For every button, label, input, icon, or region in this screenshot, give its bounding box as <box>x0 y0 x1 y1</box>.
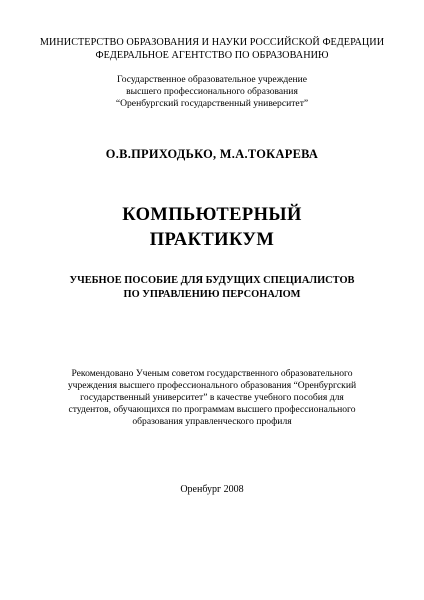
imprint-city-year: Оренбург 2008 <box>180 484 244 495</box>
title-line-2: ПРАКТИКУМ <box>149 230 275 250</box>
institution-line-2: высшего профессионального образования <box>126 86 298 97</box>
recommendation-line-3: государственный университет” в качестве учебного пособия для <box>80 392 344 403</box>
ministry-line-1: МИНИСТЕРСТВО ОБРАЗОВАНИЯ И НАУКИ РОССИЙСКОЙ ФЕДЕРАЦИИ <box>39 37 385 48</box>
authors: О.В.ПРИХОДЬКО, М.А.ТОКАРЕВА <box>105 147 319 161</box>
recommendation-line-1: Рекомендовано Ученым советом государственного образовательного <box>71 368 353 379</box>
recommendation-line-4: студентов, обучающихся по программам высшего профессионального <box>68 404 356 415</box>
title-line-1: КОМПЬЮТЕРНЫЙ <box>122 205 302 225</box>
institution-line-3: “Оренбургский государственный университет” <box>115 98 309 109</box>
subtitle-line-2: ПО УПРАВЛЕНИЮ ПЕРСОНАЛОМ <box>123 289 301 300</box>
recommendation-line-2: учреждения высшего профессионального образования “Оренбургский <box>67 380 357 391</box>
recommendation-line-5: образования управленческого профиля <box>132 416 292 427</box>
institution-line-1: Государственное образовательное учреждение <box>117 74 307 85</box>
subtitle-line-1: УЧЕБНОЕ ПОСОБИЕ ДЛЯ БУДУЩИХ СПЕЦИАЛИСТОВ <box>69 275 355 286</box>
ministry-line-2: ФЕДЕРАЛЬНОЕ АГЕНТСТВО ПО ОБРАЗОВАНИЮ <box>95 50 329 61</box>
